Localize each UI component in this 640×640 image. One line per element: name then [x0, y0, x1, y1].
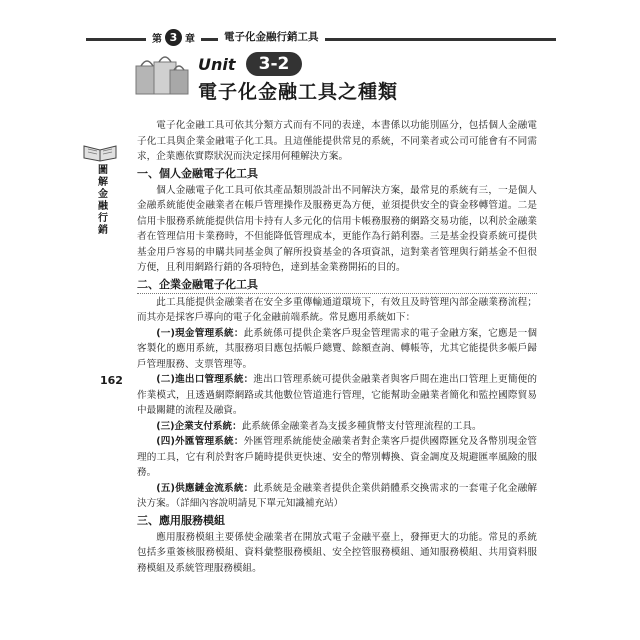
unit-title: 電子化金融工具之種類: [198, 81, 399, 103]
section-2-item-3: (三)企業支付系統：此系統係金融業者為支援多種貨幣支付管理流程的工具。: [156, 420, 482, 432]
section-2-item-4: (四)外匯管理系統：外匯管理系統能使金融業者對企業客戶提供國際匯兌及各幣別現金管理的工具，它有利於對客戶隨時提供更快速、安全的幣別轉換、資金調度及規避匯率風險的服務。: [137, 436, 537, 478]
open-book-icon: [80, 140, 120, 162]
main-content: [137, 118, 537, 576]
section-2-heading: 二、企業金融電子化工具: [137, 277, 537, 294]
shopping-bags-icon: [132, 52, 192, 102]
section-2-item-1: (一)現金管理系統：此系統係可提供企業客戶現金管理需求的電子金融方案，它應是一個客製化的應用系統，其服務項目應包括帳戶總覽、餘額查詢、轉帳等，尤其它能提供多帳戶歸戶管理服務、支票管理等。: [137, 327, 537, 370]
section-3-body: 應用服務模組主要係使金融業者在開放式電子金融平臺上，發揮更大的功能。常見的系統包括多重簽核服務模組、資料彙整服務模組、安全控管服務模組、通知服務模組、共用資料服務模組及系統管理服務模組。: [137, 531, 537, 574]
page-number: 162: [100, 374, 123, 387]
chapter-header: [86, 28, 556, 46]
section-2-body: 此工具能提供金融業者在安全多重傳輸通道環境下，有效且及時管理內部金融業務流程；而其亦是採客戶導向的電子化金融前端系統。常見應用系統如下：: [137, 296, 537, 323]
section-1-body: 個人金融電子化工具可依其產品類別設計出不同解決方案，最常見的系統有三，一是個人金融系統能使金融業者在帳戶管理操作及服務更為方便，並須提供安全的資金移轉管道。二是信用卡服務系統能提供信用卡持有人多元化的信用卡帳務服務的網路交易功能，以利於金融業者在管理信用卡業務時，不但能降低管理成本，更能作為行銷利器。三是基金投資系統可提供基金用戶容易的申購共同基金與了解所投資基金的各項資訊，這對業者管理與行銷基金不但很方便，且利用網路行銷的各項特色，達到基金業務開拓的目的。: [137, 184, 537, 273]
section-2-item-5: (五)供應鏈金流系統：此系統是金融業者提供企業供銷體系交換需求的一套電子化金融解決方案。（詳細內容說明請見下單元知識補充站）: [137, 482, 538, 509]
chapter-badge: 第 3 章: [146, 28, 201, 46]
section-2-item-2: (二)進出口管理系統：進出口管理系統可提供金融業者與客戶間在進出口管理上更簡便的作業模式，且透過網際網路或其他數位管道進行管理，它能幫助金融業者簡化和監控國際貿易中最關鍵的流程及融資。: [137, 374, 538, 416]
unit-number: 3-2: [246, 52, 302, 76]
book-title-vertical: 圖解金融行銷: [98, 165, 108, 236]
section-3-heading: 三、應用服務模組: [137, 513, 225, 527]
intro-paragraph: 電子化金融工具可依其分類方式而有不同的表達，本書係以功能別區分，包括個人金融電子化工具與企業金融電子化工具。且這僅能提供常見的系統，不同業者或公司可能會有不同需求，企業應依實際狀況而決定採用何種解決方案。: [137, 120, 537, 162]
chapter-number: 3: [165, 29, 182, 46]
chapter-title: 電子化金融行銷工具: [218, 28, 325, 46]
unit-label: Unit: [198, 55, 236, 74]
section-1-heading: 一、個人金融電子化工具: [137, 166, 258, 180]
